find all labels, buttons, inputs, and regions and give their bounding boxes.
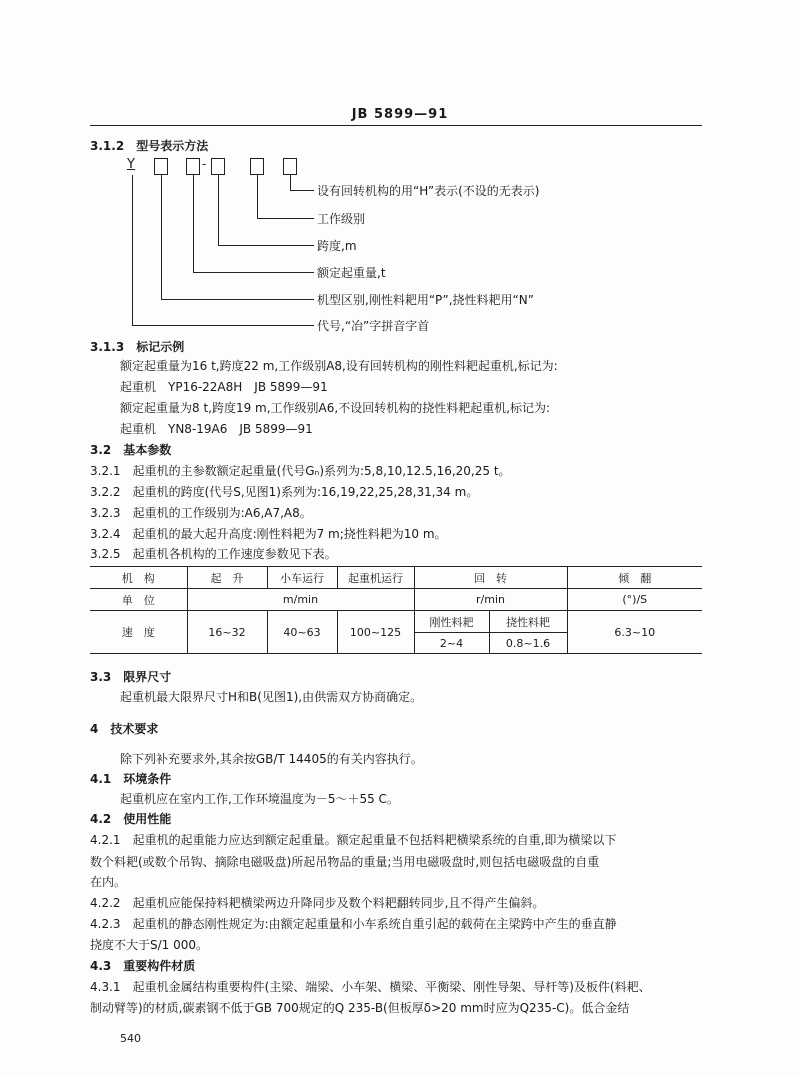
example-line-3: 额定起重量为8 t,跨度19 m,工作级别A6,不设回转机构的挠性料耙起重机,标记为:	[120, 401, 551, 415]
th-trolley: 小车运行	[267, 567, 337, 589]
unit-label: 单 位	[90, 589, 187, 611]
clause-4-2-1-line-3: 在内。	[90, 875, 127, 889]
clause-4-3-1-line-1	[90, 978, 651, 995]
section-title: 使用性能	[123, 812, 172, 826]
th-mechanism: 机 构	[90, 567, 187, 589]
leader-h-code	[132, 325, 314, 326]
legend-rotation: 设有回转机构的用“H”表示(不设的无表示)	[317, 184, 540, 198]
example-line-4: 起重机 YN8-19A6 JB 5899—91	[120, 422, 313, 436]
leader-v-rotation	[290, 175, 291, 190]
clause-number: 4.2.2	[90, 896, 121, 910]
clause-text: 起重机各机构的工作速度参数见下表。	[132, 547, 337, 561]
clause-3-3-text: 起重机最大限界尺寸H和B(见图1),由供需双方协商确定。	[120, 690, 423, 704]
code-box-span	[211, 158, 225, 175]
speed-rigid: 2~4	[414, 633, 489, 654]
legend-span: 跨度,m	[317, 239, 357, 253]
legend-type: 机型区别,刚性料耙用“P”,挠性料耙用“N”	[317, 293, 534, 307]
clause-4-1-text: 起重机应在室内工作,工作环境温度为－5～＋55 C。	[120, 792, 399, 806]
header-rule	[90, 125, 702, 126]
speed-lifting: 16~32	[187, 611, 267, 654]
section-4-heading	[90, 720, 158, 737]
clause-3-2-2	[90, 483, 478, 500]
code-box-type	[154, 158, 168, 175]
clause-4-2-3-line-1	[90, 915, 617, 932]
clause-text: 起重机应能保持料耙横梁两边升降同步及数个料耙翻转同步,且不得产生偏斜。	[132, 896, 545, 910]
speed-label: 速 度	[90, 611, 187, 654]
clause-number: 3.2.4	[90, 527, 121, 541]
speed-flexible: 0.8~1.6	[489, 633, 567, 654]
clause-3-2-3	[90, 504, 312, 521]
clause-text: 起重机金属结构重要构件(主梁、端梁、小车架、横梁、平衡梁、刚性导架、导杆等)及板件(料耙、	[132, 980, 651, 994]
clause-number: 3.2.5	[90, 547, 121, 561]
section-3-1-3-heading	[90, 338, 184, 355]
clause-4-2-1-line-2: 数个料耙(或数个吊钩、摘除电磁吸盘)所起吊物品的重量;当用电磁吸盘时,则包括电磁吸盘的自重	[90, 855, 600, 869]
leader-v-code	[132, 175, 133, 325]
section-title: 型号表示方法	[136, 139, 209, 153]
section-4-1-heading	[90, 770, 171, 787]
section-number: 3.1.3	[90, 340, 125, 354]
clause-number: 3.2.3	[90, 506, 121, 520]
clause-text: 起重机的跨度(代号S,见图1)系列为:16,19,22,25,28,31,34 m。	[132, 485, 479, 499]
th-crane-travel: 起重机运行	[337, 567, 414, 589]
leader-v-capacity	[193, 175, 194, 272]
example-line-1: 额定起重量为16 t,跨度22 m,工作级别A8,设有回转机构的刚性料耙起重机,标记为:	[120, 359, 558, 373]
section-number: 4.3	[90, 959, 112, 973]
page-header: JB 5899—91	[351, 107, 449, 122]
clause-3-2-1	[90, 462, 511, 479]
page-number: 540	[120, 1032, 141, 1045]
code-box-class	[250, 158, 264, 175]
section-number: 4.1	[90, 772, 112, 786]
speed-tilting: 6.3~10	[567, 611, 702, 654]
clause-text: 起重机的起重能力应达到额定起重量。额定起重量不包括料耙横梁系统的自重,即为横梁以下	[132, 833, 617, 847]
clause-number: 4.2.1	[90, 833, 121, 847]
legend-capacity: 额定起重量,t	[317, 266, 386, 280]
leader-h-type	[161, 299, 314, 300]
section-4-3-heading	[90, 957, 195, 974]
speed-trolley: 40~63	[267, 611, 337, 654]
section-3-2-heading	[90, 441, 171, 458]
clause-4-2-1-line-1	[90, 831, 616, 848]
clause-3-2-5	[90, 545, 337, 562]
clause-text: 起重机的工作级别为:A6,A7,A8。	[132, 506, 312, 520]
sub-rigid: 刚性料耙	[414, 611, 489, 633]
leader-h-rotation	[290, 190, 314, 191]
unit-r-per-min: r/min	[414, 589, 567, 611]
legend-code: 代号,“冶”字拼音字首	[317, 319, 430, 333]
clause-4-3-1-line-2: 制动臂等)的材质,碳素钢不低于GB 700规定的Q 235-B(但板厚δ>20 mm时应为Q235-C)。低合金结	[90, 1001, 630, 1015]
sub-flexible: 挠性料耙	[489, 611, 567, 633]
leader-h-span	[218, 245, 314, 246]
speed-parameter-table	[90, 566, 702, 654]
section-4-2-heading	[90, 810, 171, 827]
clause-text: 起重机的最大起升高度:刚性料耙为7 m;挠性料耙为10 m。	[132, 527, 447, 541]
clause-number: 3.2.2	[90, 485, 121, 499]
leader-h-class	[257, 218, 314, 219]
unit-deg-per-s: (°)/S	[567, 589, 702, 611]
section-number: 4	[90, 722, 99, 736]
leader-h-capacity	[193, 272, 314, 273]
clause-number: 4.3.1	[90, 980, 121, 994]
example-line-2: 起重机 YP16-22A8H JB 5899—91	[120, 380, 328, 394]
section-number: 3.3	[90, 670, 112, 684]
section-title: 标记示例	[136, 340, 185, 354]
section-title: 基本参数	[123, 443, 172, 457]
clause-number: 4.2.3	[90, 917, 121, 931]
code-box-capacity	[186, 158, 200, 175]
section-number: 4.2	[90, 812, 112, 826]
section-number: 3.1.2	[90, 139, 125, 153]
unit-m-per-min: m/min	[187, 589, 414, 611]
speed-crane: 100~125	[337, 611, 414, 654]
leader-v-class	[257, 175, 258, 218]
clause-text: 起重机的主参数额定起重量(代号Gₙ)系列为:5,8,10,12.5,16,20,25 t。	[132, 464, 511, 478]
clause-3-2-4	[90, 525, 447, 542]
section-4-intro: 除下列补充要求外,其余按GB/T 14405的有关内容执行。	[120, 752, 423, 766]
section-title: 环境条件	[123, 772, 172, 786]
th-tilting: 倾 翻	[567, 567, 702, 589]
section-3-1-2-heading	[90, 137, 208, 154]
th-lifting: 起 升	[187, 567, 267, 589]
legend-work-class: 工作级别	[317, 212, 366, 226]
clause-4-2-3-line-2: 挠度不大于S/1 000。	[90, 938, 209, 952]
th-rotation: 回 转	[414, 567, 567, 589]
section-3-3-heading	[90, 668, 171, 685]
section-title: 技术要求	[110, 722, 159, 736]
section-title: 重要构件材质	[123, 959, 196, 973]
code-dash: -	[202, 157, 207, 171]
clause-text: 起重机的静态刚性规定为:由额定起重量和小车系统自重引起的载荷在主梁跨中产生的垂直静	[132, 917, 617, 931]
code-letter-y: Y	[127, 157, 135, 172]
section-title: 限界尺寸	[123, 670, 172, 684]
leader-v-type	[161, 175, 162, 299]
clause-4-2-2	[90, 894, 544, 911]
clause-number: 3.2.1	[90, 464, 121, 478]
section-number: 3.2	[90, 443, 112, 457]
code-box-rotation	[283, 158, 297, 175]
leader-v-span	[218, 175, 219, 245]
